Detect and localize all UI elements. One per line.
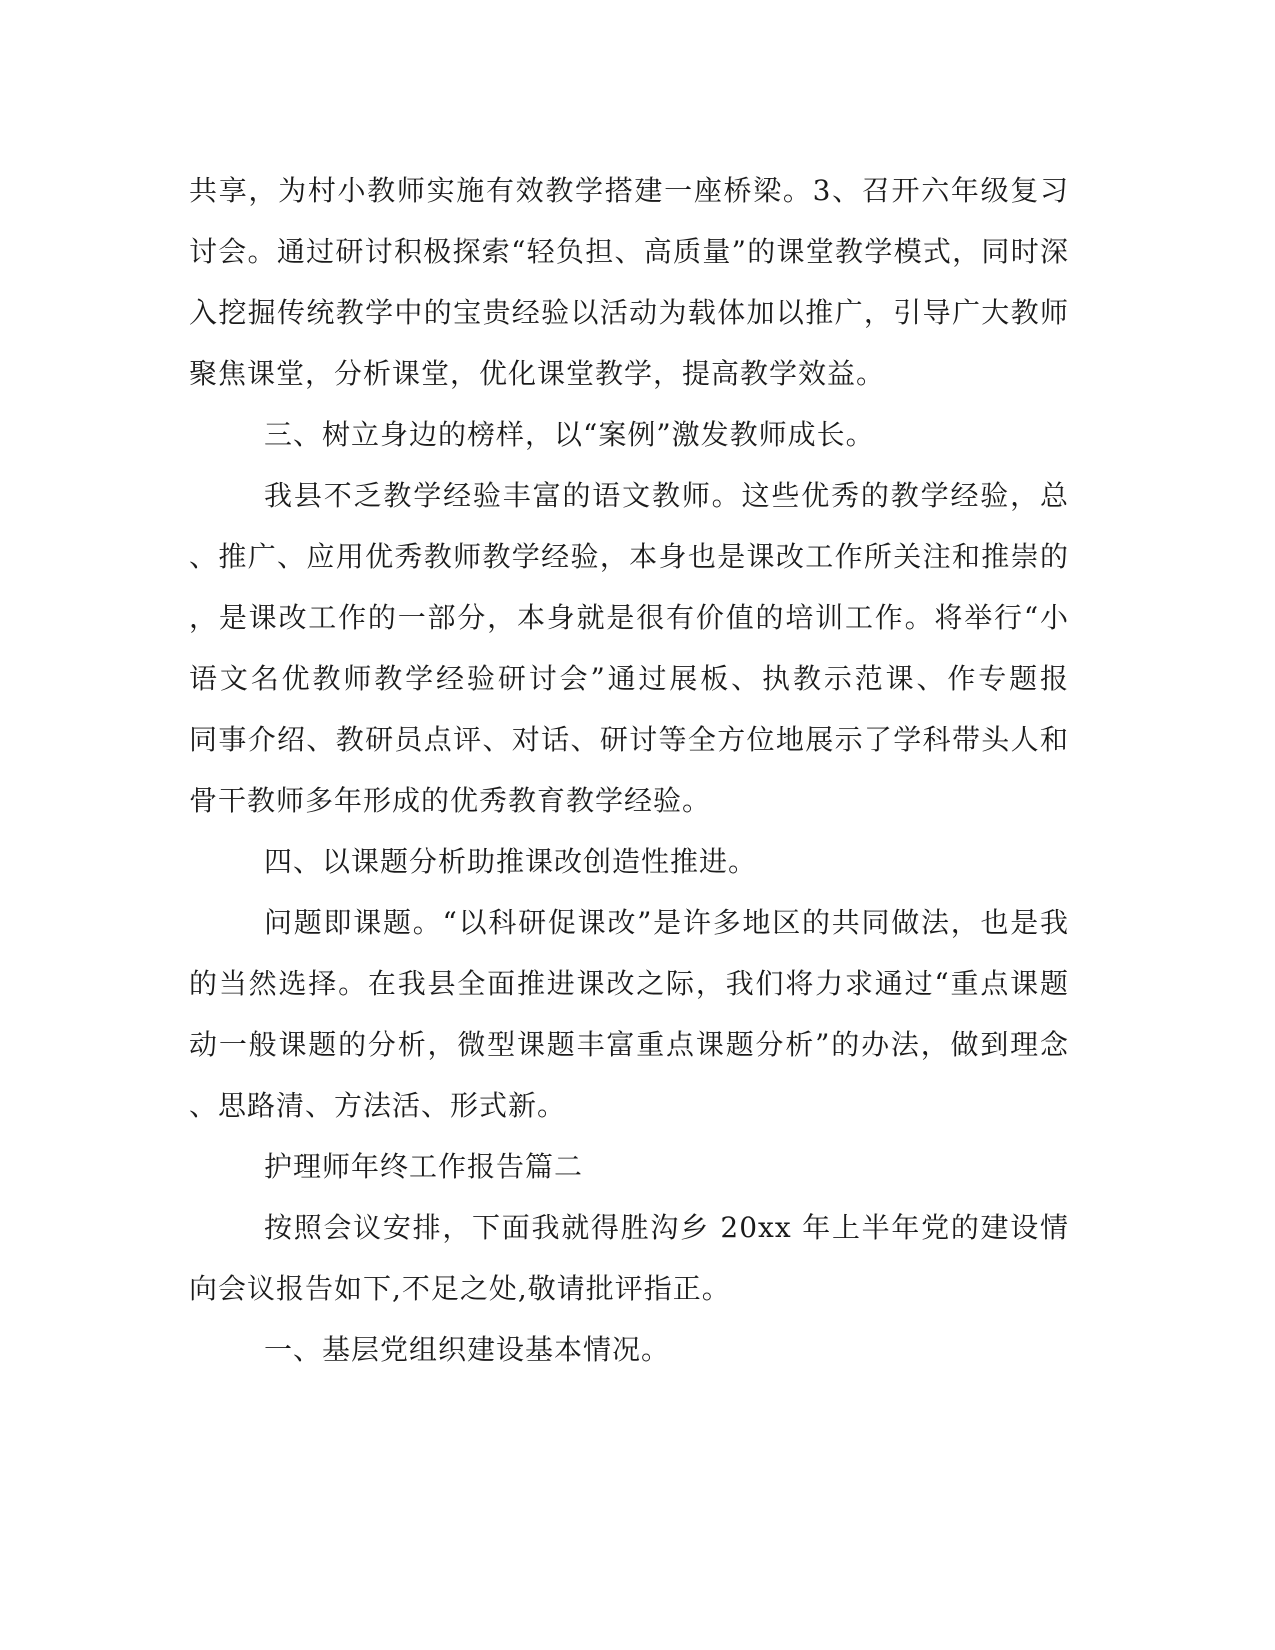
section-heading: 一、基层党组织建设基本情况。	[264, 1333, 671, 1366]
text-line: 入挖掘传统教学中的宝贵经验以活动为载体加以推广，引导广大教师	[189, 296, 1069, 329]
section-heading: 三、树立身边的榜样，以“案例”激发教师成长。	[264, 418, 875, 451]
text-line: 我县不乏教学经验丰富的语文教师。这些优秀的教学经验，总	[264, 479, 1069, 512]
text-line: 动一般课题的分析，微型课题丰富重点课题分析”的办法，做到理念	[189, 1028, 1069, 1061]
text-line: 、推广、应用优秀教师教学经验，本身也是课改工作所关注和推崇的	[189, 540, 1069, 573]
text-line: ，是课改工作的一部分，本身就是很有价值的培训工作。将举行“小	[189, 601, 1069, 634]
text-line: 骨干教师多年形成的优秀教育教学经验。	[189, 784, 712, 817]
text-line: 共享，为村小教师实施有效教学搭建一座桥梁。3、召开六年级复习	[189, 174, 1069, 207]
text-line: 按照会议安排，下面我就得胜沟乡 20xx 年上半年党的建设情	[264, 1211, 1069, 1244]
document-body	[189, 160, 1069, 1380]
text-line: 聚焦课堂，分析课堂，优化课堂教学，提高教学效益。	[189, 357, 886, 390]
text-line: 同事介绍、教研员点评、对话、研讨等全方位地展示了学科带头人和	[189, 723, 1069, 756]
text-line: 向会议报告如下,不足之处,敬请批评指正。	[189, 1272, 731, 1305]
text-line: 语文名优教师教学经验研讨会”通过展板、执教示范课、作专题报	[189, 662, 1069, 695]
text-line: 、思路清、方法活、形式新。	[189, 1089, 567, 1122]
text-line: 的当然选择。在我县全面推进课改之际，我们将力求通过“重点课题	[189, 967, 1069, 1000]
section-heading: 四、以课题分析助推课改创造性推进。	[264, 845, 758, 878]
text-line: 问题即课题。“以科研促课改”是许多地区的共同做法，也是我	[264, 906, 1069, 939]
report-title: 护理师年终工作报告篇二	[264, 1150, 584, 1183]
text-line: 讨会。通过研讨积极探索“轻负担、高质量”的课堂教学模式，同时深	[189, 235, 1069, 268]
